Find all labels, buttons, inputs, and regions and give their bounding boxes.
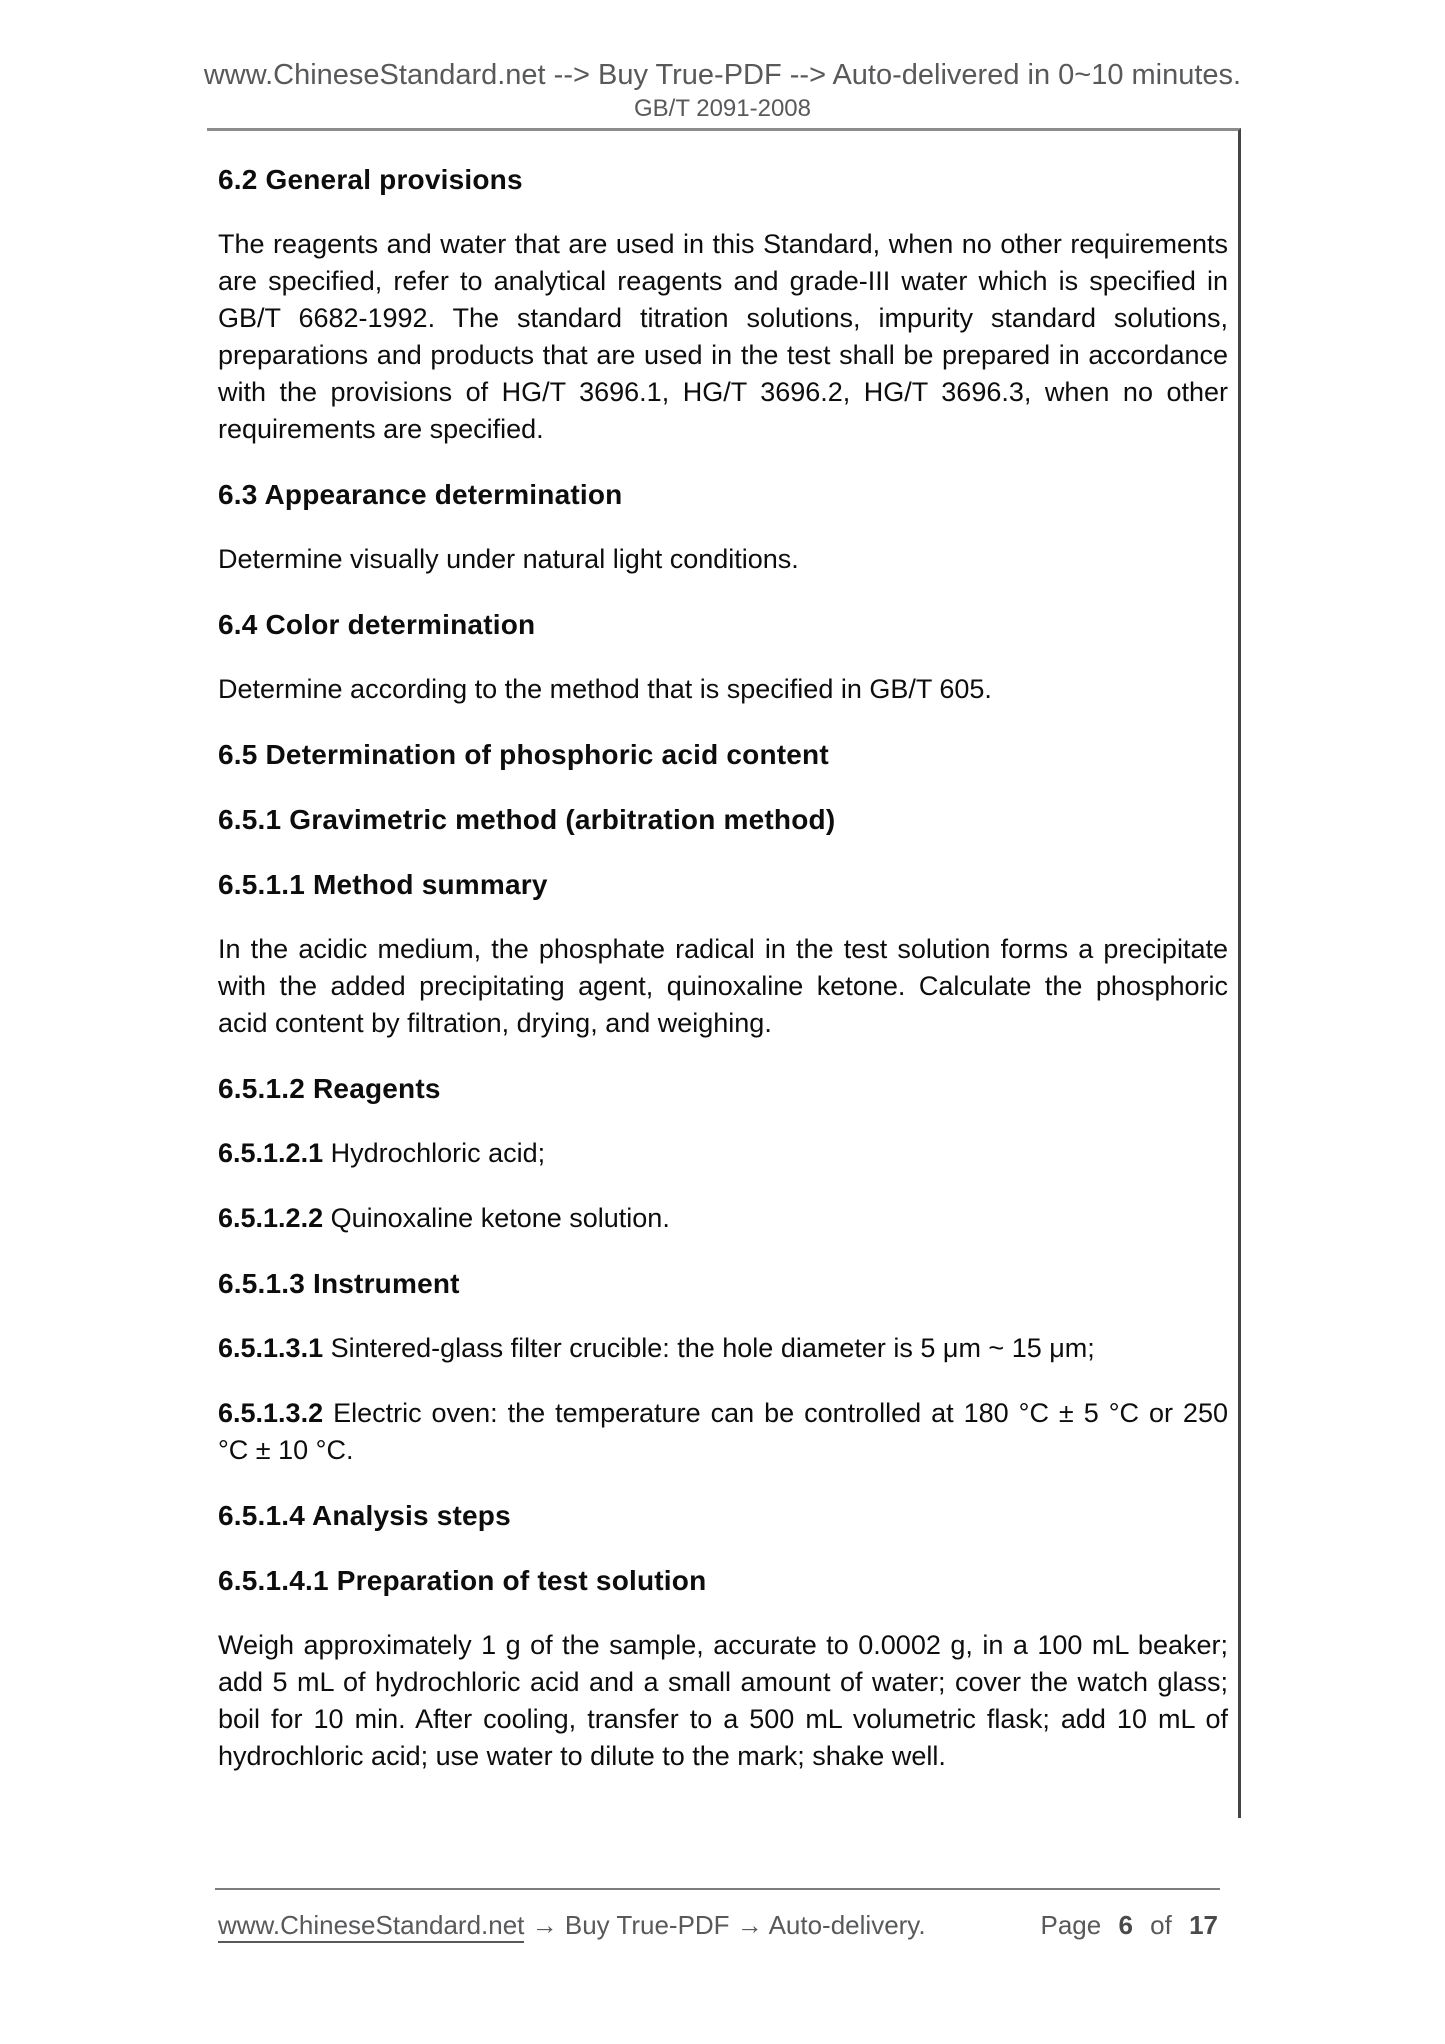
section-heading: 6.3 Appearance determination	[218, 479, 623, 510]
clause-number: 6.5.1.3.2	[218, 1398, 324, 1428]
page-label: Page	[1040, 1910, 1102, 1940]
clause-text: Electric oven: the temperature can be controlled at 180 °C ± 5 °C or 250 °C ± 10 °C.	[218, 1398, 1228, 1465]
numbered-paragraph	[218, 1200, 1228, 1237]
paragraph: Weigh approximately 1 g of the sample, accurate to 0.0002 g, in a 100 mL beaker; add 5 mL of hydrochloric acid and a small amount of water; cover the watch glass; boil for 10 min. After cooling, transfer to a 500 mL volumetric flask; add 10 mL of hydrochloric acid; use water to dilute to the mark; shake well.	[218, 1630, 1228, 1771]
of-label: of	[1150, 1910, 1172, 1940]
footer-site-link[interactable]: www.ChineseStandard.net	[218, 1910, 524, 1943]
page-current: 6	[1118, 1910, 1133, 1940]
clause-number: 6.5.1.2.2	[218, 1203, 324, 1233]
header-url-line: www.ChineseStandard.net --> Buy True-PDF --> Auto-delivered in 0~10 minutes.	[203, 59, 1242, 91]
footer-divider	[215, 1888, 1220, 1890]
section-heading: 6.2 General provisions	[218, 164, 523, 195]
section-heading: 6.5.1.3 Instrument	[218, 1268, 460, 1299]
section-heading: 6.5.1 Gravimetric method (arbitration method)	[218, 804, 836, 835]
paragraph: Determine according to the method that is specified in GB/T 605.	[218, 674, 992, 704]
doc-number: GB/T 2091-2008	[633, 95, 811, 122]
footer-left-text	[218, 1908, 926, 1942]
site-header	[0, 60, 1445, 122]
numbered-paragraph	[218, 1135, 1228, 1172]
section-heading: 6.4 Color determination	[218, 609, 536, 640]
clause-number: 6.5.1.2.1	[218, 1138, 324, 1168]
section-heading: 6.5 Determination of phosphoric acid content	[218, 739, 829, 770]
paragraph: The reagents and water that are used in this Standard, when no other requirements are specified, refer to analytical reagents and grade-III water which is specified in GB/T 6682-1992. The standard titration solutions, impurity standard solutions, preparations and products that are used in the test shall be prepared in accordance with the provisions of HG/T 3696.1, HG/T 3696.2, HG/T 3696.3, when no other requirements are specified.	[218, 229, 1228, 444]
clause-number: 6.5.1.3.1	[218, 1333, 324, 1363]
section-heading: 6.5.1.4 Analysis steps	[218, 1500, 511, 1531]
footer-delivery-text: → Buy True-PDF → Auto-delivery.	[524, 1910, 926, 1940]
numbered-paragraph	[218, 1330, 1228, 1367]
clause-text: Hydrochloric acid;	[323, 1138, 546, 1168]
document-body	[218, 128, 1228, 1803]
site-footer	[218, 1908, 1218, 1942]
page-total: 17	[1189, 1910, 1218, 1940]
section-heading: 6.5.1.1 Method summary	[218, 869, 548, 900]
page-indicator	[1040, 1908, 1218, 1942]
section-heading: 6.5.1.2 Reagents	[218, 1073, 441, 1104]
paragraph: In the acidic medium, the phosphate radical in the test solution forms a precipitate with the added precipitating agent, quinoxaline ketone. Calculate the phosphoric acid content by filtration, drying, and weighing.	[218, 934, 1228, 1038]
clause-text: Quinoxaline ketone solution.	[323, 1203, 670, 1233]
paragraph: Determine visually under natural light conditions.	[218, 544, 799, 574]
section-heading: 6.5.1.4.1 Preparation of test solution	[218, 1565, 707, 1596]
clause-text: Sintered-glass filter crucible: the hole diameter is 5 μm ~ 15 μm;	[323, 1333, 1095, 1363]
numbered-paragraph	[218, 1395, 1228, 1469]
